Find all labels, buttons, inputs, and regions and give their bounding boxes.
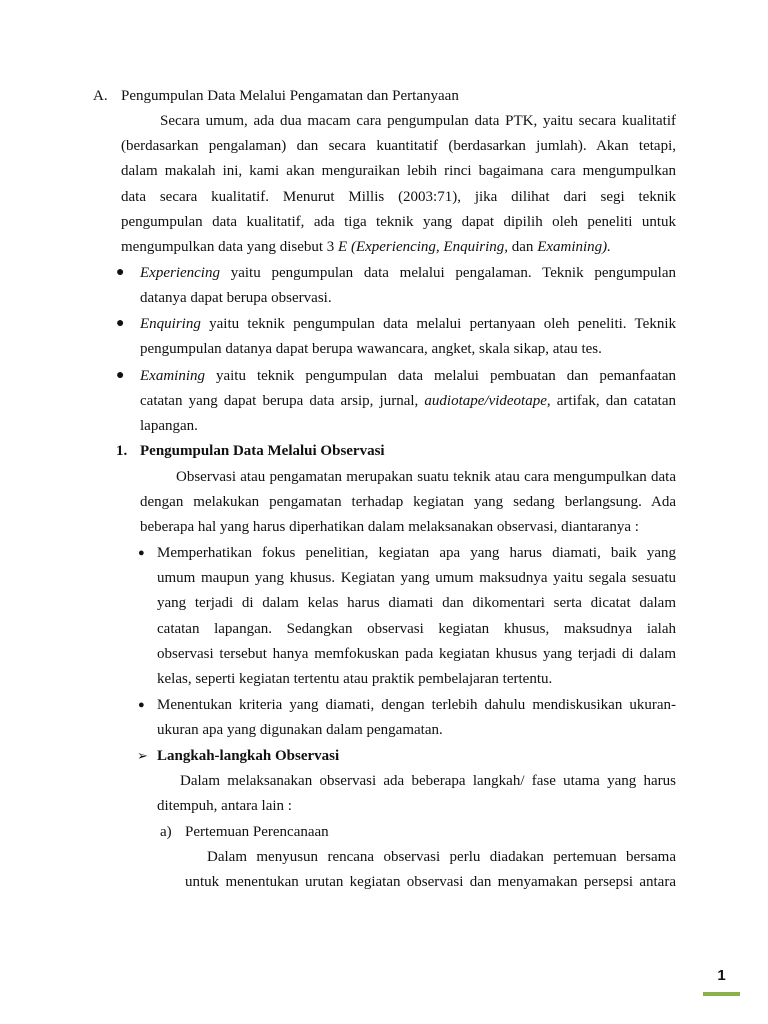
paragraph-line: pengumpulan data kualitatif, ada tiga teknik yang dapat dipilih oleh peneliti untuk (121, 214, 676, 230)
point-line: ukuran apa yang digunakan dalam pengamatan. (157, 722, 443, 738)
section-1-marker: 1. (116, 443, 128, 459)
paragraph-line: Dalam menyusun rencana observasi perlu diadakan pertemuan bersama (207, 849, 676, 865)
section-1-heading: Pengumpulan Data Melalui Observasi (140, 443, 385, 459)
technique-item-examining: Examining yaitu teknik pengumpulan data melalui pembuatan dan pemanfaatan (140, 368, 676, 384)
point-line: kelas, seperti kegiatan tertentu atau praktik pembelajaran tertentu. (157, 671, 553, 687)
point-line: Menentukan kriteria yang diamati, dengan terlebih dahulu mendiskusikan ukuran- (157, 697, 676, 713)
bullet-icon: ● (138, 699, 145, 711)
paragraph-line: Observasi atau pengamatan merupakan suatu teknik atau cara mengumpulkan data (176, 469, 676, 485)
technique-line: lapangan. (140, 418, 198, 434)
point-line: umum maupun yang khusus. Kegiatan yang umum maksudnya yaitu segala sesuatu (157, 570, 676, 586)
technique-line: pengumpulan datanya dapat berupa wawancara, angket, skala sikap, atau tes. (140, 341, 602, 357)
bullet-icon: ● (138, 547, 145, 559)
technique-line: datanya dapat berupa observasi. (140, 290, 332, 306)
sub-a-marker: a) (160, 824, 172, 840)
paragraph-line: mengumpulkan data yang disebut 3 E (Experiencing, Enquiring, dan Examining). (121, 239, 611, 255)
point-line: observasi tersebut hanya memfokuskan pada kegiatan khusus yang terjadi di dalam (157, 646, 676, 662)
technique-item-enquiring: Enquiring yaitu teknik pengumpulan data melalui pertanyaan oleh peneliti. Teknik (140, 316, 676, 332)
point-line: catatan lapangan. Sedangkan observasi kegiatan khusus, maksudnya ialah (157, 621, 676, 637)
steps-heading: Langkah-langkah Observasi (157, 748, 340, 764)
bullet-icon: ● (116, 368, 125, 383)
paragraph-line: Dalam melaksanakan observasi ada beberapa langkah/ fase utama yang harus (180, 773, 676, 789)
paragraph-line: untuk menentukan urutan kegiatan observasi dan menyamakan persepsi antara (185, 874, 676, 890)
sub-a-heading: Pertemuan Perencanaan (185, 824, 329, 840)
bullet-icon: ● (116, 265, 125, 280)
technique-line: catatan yang dapat berupa data arsip, jurnal, audiotape/videotape, artifak, dan catatan (140, 393, 677, 409)
paragraph-line: dalam makalah ini, kami akan menguraikan lebih rinci bagaimana cara mengumpulkan (121, 163, 676, 179)
paragraph-line: (berdasarkan pengalaman) dan secara kuantitatif (berdasarkan jumlah). Akan tetapi, (121, 138, 676, 154)
section-a-heading: Pengumpulan Data Melalui Pengamatan dan Pertanyaan (121, 88, 459, 104)
bullet-icon: ● (116, 316, 125, 331)
paragraph-line: beberapa hal yang harus diperhatikan dalam melaksanakan observasi, diantaranya : (140, 519, 639, 535)
paragraph-line: dengan melakukan pengamatan terhadap kegiatan yang sedang berlangsung. Ada (140, 494, 676, 510)
paragraph-line: Secara umum, ada dua macam cara pengumpulan data PTK, yaitu secara kualitatif (160, 113, 676, 129)
paragraph-line: data secara kualitatif. Menurut Millis (2003:71), jika dilihat dari segi teknik (121, 189, 676, 205)
arrow-bullet-icon: ➢ (137, 748, 148, 763)
section-a-marker: A. (93, 88, 108, 104)
point-line: yang terjadi di dalam kelas harus diamati dan dikomentari serta dicatat dalam (157, 595, 676, 611)
paragraph-line: ditempuh, antara lain : (157, 798, 292, 814)
point-line: Memperhatikan fokus penelitian, kegiatan apa yang harus diamati, baik yang (157, 545, 676, 561)
technique-item-experiencing: Experiencing yaitu pengumpulan data melalui pengalaman. Teknik pengumpulan (140, 265, 676, 281)
page-number: 1 (703, 962, 740, 996)
